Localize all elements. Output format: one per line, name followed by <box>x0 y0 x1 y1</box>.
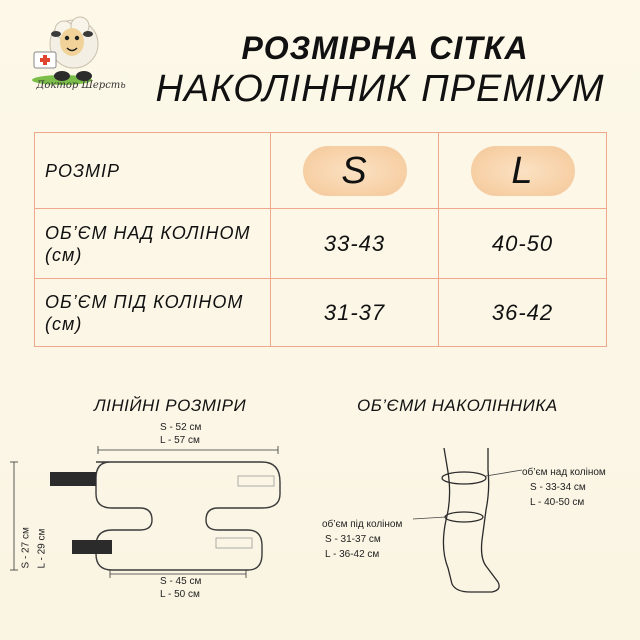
row-label-below-knee: ОБ’ЄМ ПІД КОЛІНОМ (см) <box>35 279 271 347</box>
above-knee-l: L - 40-50 см <box>530 497 585 508</box>
size-header-label: РОЗМІР <box>35 133 271 209</box>
brace-top-l: L - 57 см <box>160 435 200 446</box>
size-l-badge: L <box>471 146 575 196</box>
leg-outline <box>442 448 499 592</box>
above-knee-l-value: 40-50 <box>439 209 607 279</box>
brace-top-s: S - 52 см <box>160 422 202 433</box>
above-knee-s-value: 33-43 <box>271 209 439 279</box>
below-knee-l: L - 36-42 см <box>325 549 380 560</box>
below-knee-label: об’єм під коліном <box>322 519 403 530</box>
page-subtitle: НАКОЛІННИК ПРЕМІУМ <box>155 68 605 110</box>
strap-top-icon <box>50 472 96 486</box>
volumes-title: ОБ’ЄМИ НАКОЛІННИКА <box>357 396 558 415</box>
brace-bottom-s: S - 45 см <box>160 576 202 587</box>
brace-side-s: S - 27 см <box>20 527 32 569</box>
below-knee-l-value: 36-42 <box>439 279 607 347</box>
above-knee-label: об’єм над коліном <box>522 467 606 478</box>
logo-caption: Доктор Шерсть <box>36 80 126 91</box>
size-s-badge: S <box>303 146 407 196</box>
strap-bottom-icon <box>72 540 112 554</box>
above-knee-s: S - 33-34 см <box>530 482 586 493</box>
brace-outline <box>96 462 280 570</box>
brace-side-l: L - 29 см <box>36 528 48 569</box>
below-knee-s: S - 31-37 см <box>325 534 381 545</box>
brace-bottom-l: L - 50 см <box>160 589 200 600</box>
row-label-above-knee: ОБ’ЄМ НАД КОЛІНОМ (см) <box>35 209 271 279</box>
below-knee-s-value: 31-37 <box>271 279 439 347</box>
page-title: РОЗМІРНА СІТКА <box>241 30 529 66</box>
linear-dimensions-title: ЛІНІЙНІ РОЗМІРИ <box>94 396 247 415</box>
